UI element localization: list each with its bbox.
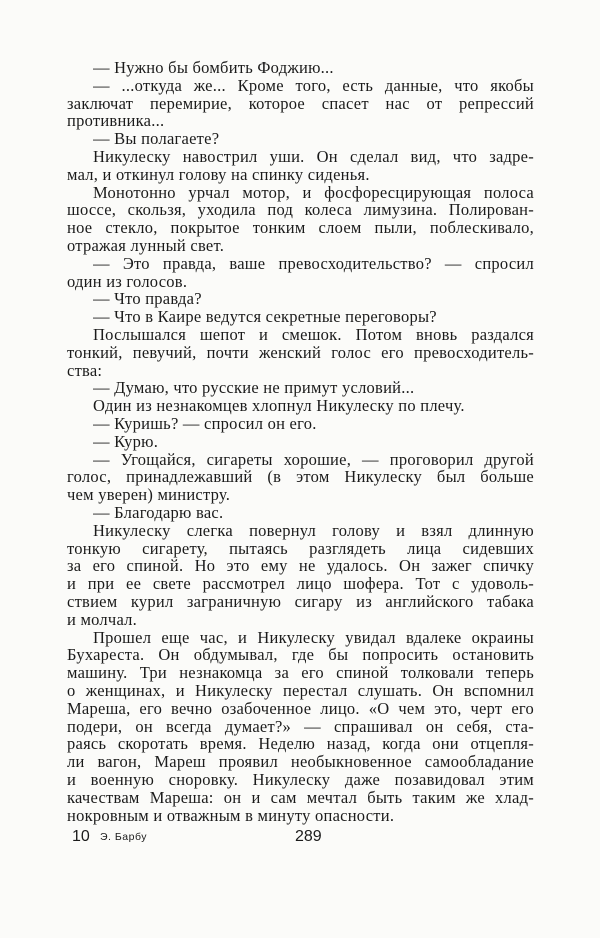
text-line: заключат перемирие, которое спасет нас от репрессий [67, 94, 534, 113]
text-line: Мареша, его вечно озабоченное лицо. «О чем это, черт его [67, 699, 534, 718]
text-line: подери, он всегда думает?» — спрашивал он себя, ста- [67, 717, 534, 736]
text-line: — ...откуда же... Кроме того, есть данные, что якобы [93, 76, 534, 95]
text-line: Никулеску навострил уши. Он сделал вид, что задре- [93, 148, 534, 166]
text-line: Никулеску слегка повернул голову и взял длинную [93, 521, 534, 540]
text-line: машину. Три незнакомца за его спиной толковали теперь [67, 664, 534, 683]
page-footer [0, 828, 600, 850]
text-line: тонкую сигарету, пытаясь разглядеть лица сидевших [67, 539, 534, 558]
text-line: и молчал. [67, 610, 138, 629]
author-name: Э. Барбу [100, 831, 147, 843]
text-line: ли вагон, Мареш проявил необыкновенное самообладание [67, 753, 534, 772]
text-line: ное стекло, покрытое тонким слоем пыли, поблескивало, [67, 219, 534, 238]
text-line: и военную сноровку. Никулеску даже позавидовал этим [67, 771, 534, 789]
text-line: шоссе, скользя, уходила под колеса лимузина. Полирован- [67, 201, 534, 220]
text-line: отражая лунный свет. [67, 237, 225, 255]
text-line: — Вы полагаете? [93, 130, 220, 149]
text-line: Бухареста. Он обдумывал, где бы попросить остановить [67, 646, 534, 665]
text-line: раясь скоротать время. Неделю назад, когда они отцепля- [67, 735, 534, 754]
signature-mark: 10 [72, 828, 90, 845]
text-line: Монотонно урчал мотор, и фосфоресцирующая полоса [93, 183, 534, 202]
text-line: — Курю. [93, 432, 159, 451]
text-line: противника... [67, 112, 165, 131]
text-line: Один из незнакомцев хлопнул Никулеску по плечу. [93, 397, 465, 416]
text-line: и при ее свете рассмотрел лицо шофера. Тот с удоволь- [67, 575, 534, 594]
text-line: — Нужно бы бомбить Фоджию... [93, 59, 334, 77]
text-line: о женщинах, и Никулеску перестал слушать. Он вспомнил [67, 682, 534, 700]
text-line: — Что в Каире ведутся секретные переговоры? [93, 308, 437, 327]
text-line: — Думаю, что русские не примут условий... [93, 379, 415, 398]
text-line: — Куришь? — спросил он его. [93, 415, 317, 433]
text-line: один из голосов. [67, 272, 188, 291]
text-line: голос, принадлежавший (в этом Никулеску был больше [67, 468, 534, 487]
text-line: за его спиной. Но это ему не удалось. Он зажег спичку [67, 557, 534, 576]
text-line: Послышался шепот и смешок. Потом вновь раздался [93, 326, 534, 344]
text-line: — Это правда, ваше превосходительство? — спросил [93, 254, 534, 273]
text-line: — Угощайся, сигареты хорошие, — проговорил другой [93, 450, 534, 469]
text-line: чем уверен) министру. [67, 486, 231, 505]
text-line: — Что правда? [93, 290, 202, 309]
text-line: качествам Мареша: он и сам мечтал быть таким же хлад- [67, 788, 534, 807]
text-line: — Благодарю вас. [93, 504, 224, 522]
page-number: 289 [295, 828, 322, 845]
text-line: мал, и откинул голову на спинку сиденья. [67, 165, 370, 184]
text-line: ствием курил заграничную сигару из английского табака [67, 593, 534, 611]
text-line: нокровным и отважным в минуту опасности. [67, 806, 395, 825]
text-line: тонкий, певучий, почти женский голос его превосходитель- [67, 343, 534, 362]
text-line: Прошел еще час, и Никулеску увидал вдалеке окраины [93, 628, 534, 647]
text-line: ства: [67, 361, 103, 380]
